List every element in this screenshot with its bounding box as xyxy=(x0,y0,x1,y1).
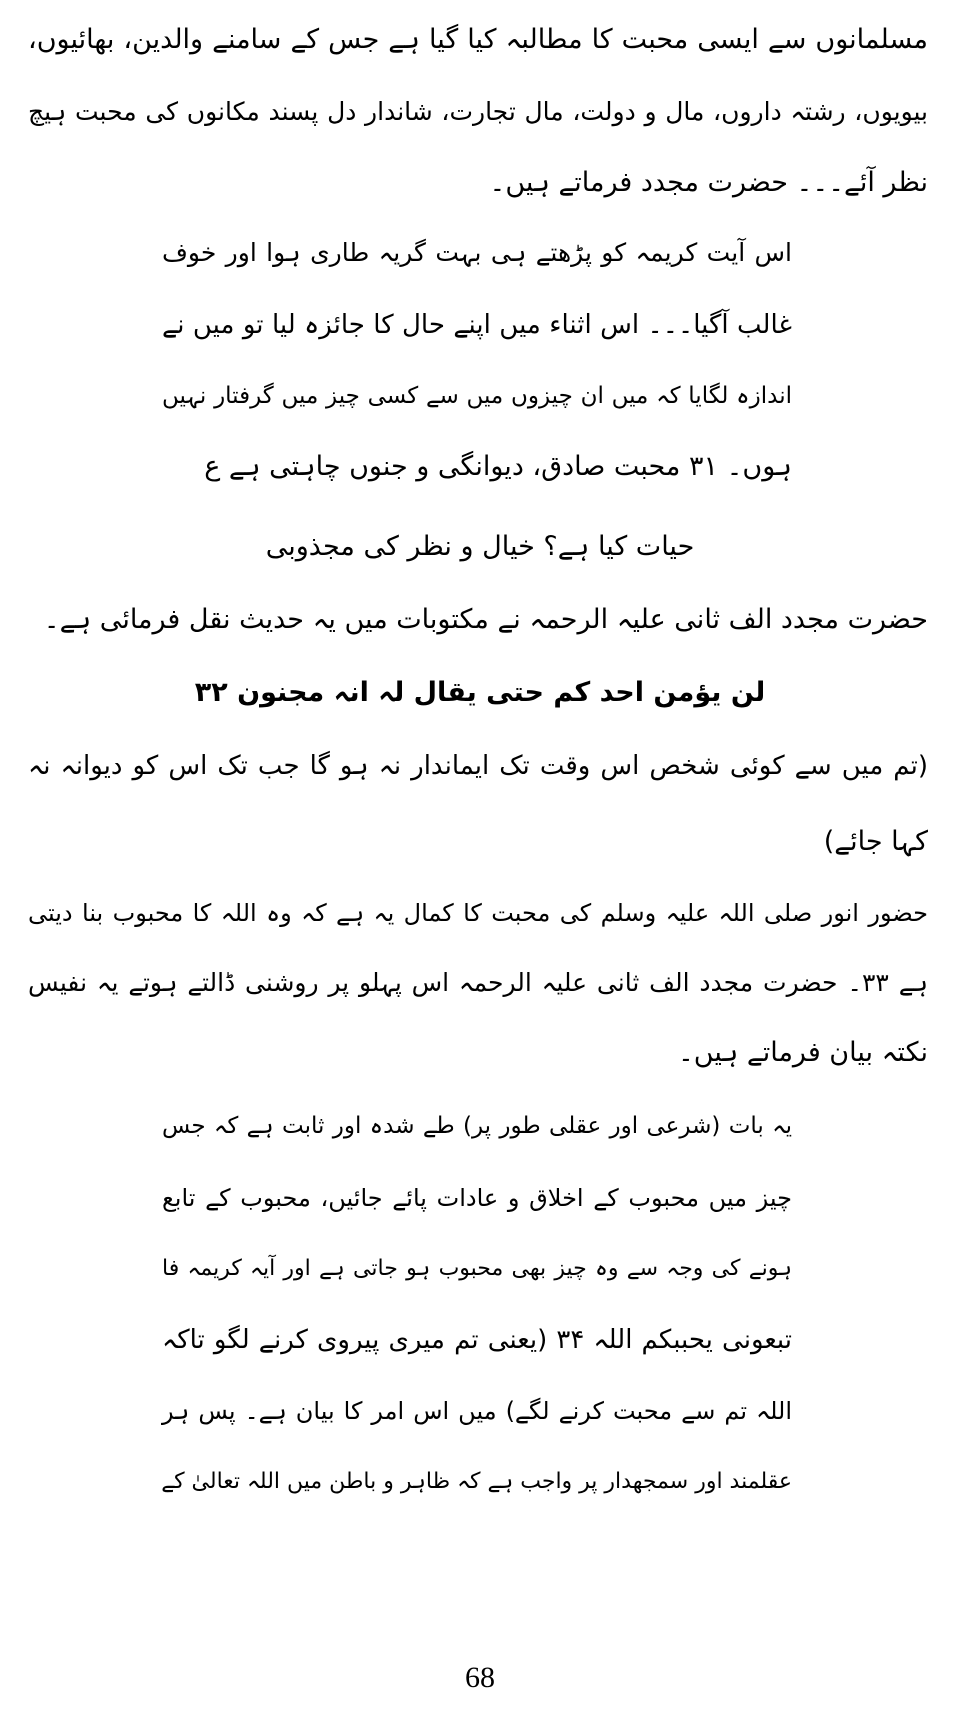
quote-line: عقلمند اور سمجھدار پر واجب ہے کہ ظاہر و باطن میں اللہ تعالیٰ کے xyxy=(161,1469,792,1494)
hadith-line: لن یؤمن احد کم حتی یقال لہ انہ مجنون ۳۲ xyxy=(194,677,766,708)
text-line: ہے ۳۳۔ حضرت مجدد الف ثانی علیہ الرحمہ اس پہلو پر روشنی ڈالتے ہوتے یہ نفیس xyxy=(28,968,928,997)
text-line: حضرت مجدد الف ثانی علیہ الرحمہ نے مکتوبات میں یہ حدیث نقل فرمائی ہے۔ xyxy=(43,604,928,635)
text-line: مسلمانوں سے ایسی محبت کا مطالبہ کیا گیا ہے جس کے سامنے والدین، بھائیوں، xyxy=(28,24,928,55)
text-line: نظر آئے۔۔۔ حضرت مجدد فرماتے ہیں۔ xyxy=(489,167,928,198)
quote-line: تبعونی یحببکم اللہ ۳۴ (یعنی تم میری پیروی کرنے لگو تاکہ xyxy=(162,1325,793,1355)
text-line: (تم میں سے کوئی شخص اس وقت تک ایماندار نہ ہو گا جب تک اس کو دیوانہ نہ xyxy=(28,751,928,781)
page-number: 68 xyxy=(465,1661,495,1694)
quote-line: چیز میں محبوب کے اخلاق و عادات پائے جائیں، محبوب کے تابع xyxy=(162,1184,792,1212)
text-line: کہا جائے) xyxy=(823,826,928,857)
quote-line: ہوں۔ ۳۱ محبت صادق، دیوانگی و جنوں چاہتی ہے ع xyxy=(204,451,792,482)
quote-line: یہ بات (شرعی اور عقلی طور پر) طے شدہ اور ثابت ہے کہ جس xyxy=(162,1113,792,1139)
quote-line: اندازہ لگایا کہ میں ان چیزوں میں سے کسی چیز میں گرفتار نہیں xyxy=(162,383,792,409)
text-line: نکتہ بیان فرماتے ہیں۔ xyxy=(677,1037,928,1068)
text-line: حضور انور صلی اللہ علیہ وسلم کی محبت کا کمال یہ ہے کہ وہ اللہ کا محبوب بنا دیتی xyxy=(28,899,928,927)
quote-line: اس آیت کریمہ کو پڑھتے ہی بہت گریہ طاری ہوا اور خوف xyxy=(162,238,792,267)
quote-line: غالب آگیا۔۔۔ اس اثناء میں اپنے حال کا جائزہ لیا تو میں نے xyxy=(162,310,792,340)
text-line: بیویوں، رشتہ داروں، مال و دولت، مال تجارت، شاندار دل پسند مکانوں کی محبت ہیچ xyxy=(28,97,928,126)
verse-line: حیات کیا ہے؟ خیال و نظر کی مجذوبی xyxy=(265,531,695,562)
quote-line: ہونے کی وجہ سے وہ چیز بھی محبوب ہو جاتی ہے اور آیہ کریمہ فا xyxy=(162,1256,792,1281)
quote-line: اللہ تم سے محبت کرنے لگے) میں اس امر کا بیان ہے۔ پس ہر xyxy=(162,1397,792,1425)
